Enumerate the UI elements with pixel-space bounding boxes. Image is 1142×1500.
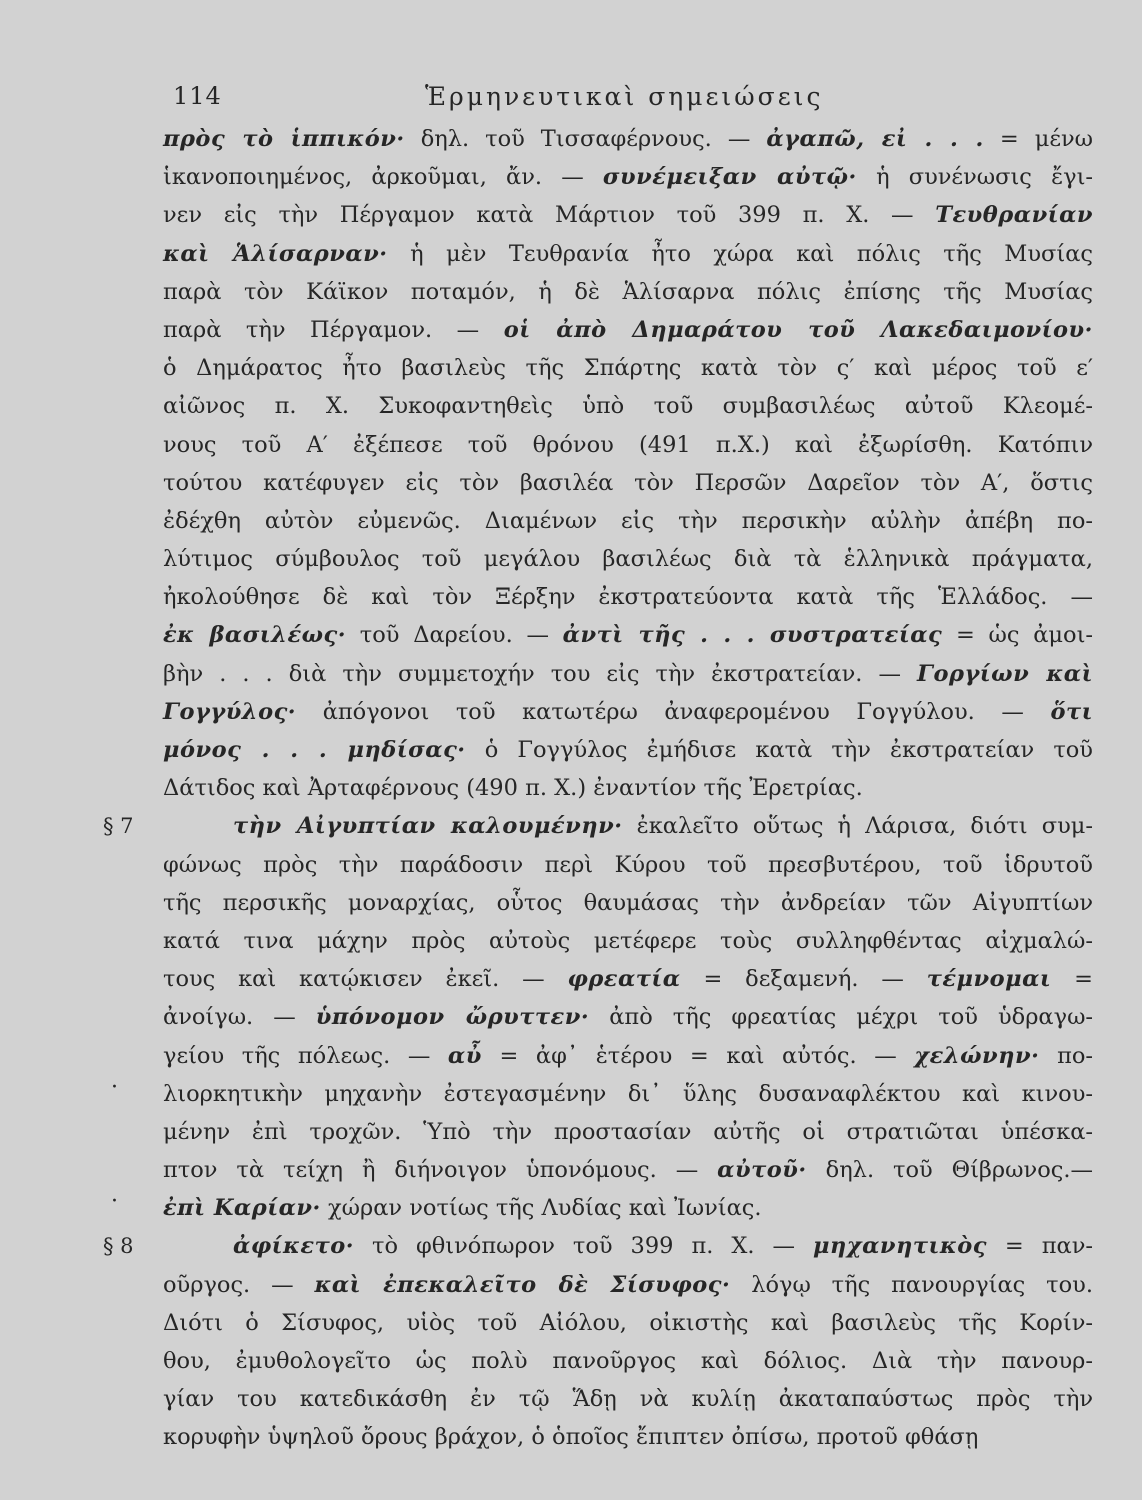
text-segment: λιορκητικὴν μηχανὴν ἐστεγασμένην δι᾽ ὕλης δυσαναφλέκτου καὶ κινου-: [163, 1080, 1093, 1107]
text-line: [163, 235, 1093, 273]
text-line: [163, 540, 1093, 578]
text-line: [163, 426, 1093, 464]
text-segment: Δάτιδος καὶ Ἀρταφέρνους (490 π. Χ.) ἐναντίον τῆς Ἐρετρίας.: [163, 775, 863, 802]
lemma: οἱ ἀπὸ Δημαράτου τοῦ Λακεδαιμονίου·: [503, 316, 1093, 343]
text-segment: ἀπόγονοι τοῦ κατωτέρω ἀναφερομένου Γογγύλου. —: [296, 698, 1051, 725]
lemma: ὅτι: [1050, 698, 1093, 725]
text-segment: = ἀφ᾽ ἑτέρου = καὶ αὐτός. —: [481, 1042, 915, 1069]
text-line: [163, 273, 1093, 311]
lemma: χελώνην·: [914, 1042, 1040, 1069]
text-segment: πτον τὰ τείχη ἢ διήνοιγον ὑπονόμους. —: [163, 1157, 718, 1184]
text-segment: = ὡς ἀμοι-: [942, 622, 1093, 649]
lemma: ἀγαπῶ, εἰ . . .: [766, 126, 984, 152]
lemma: φρεατία: [567, 966, 681, 993]
text-segment: δηλ. τοῦ Θίβρωνος.—: [806, 1157, 1093, 1184]
margin-dot: ·: [111, 1074, 118, 1100]
lemma: αὐτοῦ·: [717, 1157, 807, 1184]
page-number: 114: [173, 82, 222, 110]
text-segment: νεν εἰς τὴν Πέργαμον κατὰ Μάρτιον τοῦ 399 π. Χ. —: [163, 202, 936, 229]
text-line: [163, 998, 1093, 1036]
text-line: [163, 1380, 1093, 1418]
text-line: [163, 922, 1093, 960]
text-segment: αἰῶνος π. Χ. Συκοφαντηθεὶς ὑπὸ τοῦ συμβασιλέως αὐτοῦ Κλεομέ-: [163, 393, 1093, 420]
text-segment: ἀνοίγω. —: [163, 1004, 316, 1031]
text-segment: δηλ. τοῦ Τισσαφέρνους. —: [404, 126, 767, 152]
text-segment: ἀπὸ τῆς φρεατίας μέχρι τοῦ ὑδραγω-: [589, 1004, 1094, 1031]
text-segment: ὁ Γογγύλος ἐμήδισε κατὰ τὴν ἐκστρατείαν τοῦ: [465, 737, 1093, 763]
text-segment: νους τοῦ Α′ ἐξέπεσε τοῦ θρόνου (491 π.Χ.) καὶ ἐξωρίσθη. Κατόπιν: [163, 431, 1093, 458]
text-segment: γείου τῆς πόλεως. —: [163, 1042, 448, 1069]
lemma: μόνος . . . μηδίσας·: [163, 737, 466, 763]
text-segment: τὸ φθινόπωρον τοῦ 399 π. Χ. —: [354, 1233, 813, 1260]
text-segment: =: [1051, 966, 1094, 993]
text-segment: χώραν νοτίως τῆς Λυδίας καὶ Ἰωνίας.: [320, 1195, 762, 1222]
lemma: ἐπὶ Καρίαν·: [163, 1195, 321, 1222]
text-line: [103, 1227, 1094, 1265]
text-line: [111, 1189, 1093, 1227]
text-segment: ἠκολούθησε δὲ καὶ τὸν Ξέρξην ἐκστρατεύοντα κατὰ τῆς Ἑλλάδος. —: [163, 584, 1093, 611]
lemma: τὴν Αἰγυπτίαν καλουμένην·: [233, 813, 623, 840]
text-line: [163, 196, 1093, 234]
lemma: Γογγύλος·: [163, 698, 297, 725]
commentary-text: [103, 120, 1094, 1457]
text-segment: ἡ συνένωσις ἔγι-: [856, 164, 1094, 191]
lemma: μηχανητικὸς: [812, 1233, 987, 1260]
text-line: [163, 1266, 1093, 1304]
text-segment: θου, ἐμυθολογεῖτο ὡς πολὺ πανοῦργος καὶ δόλιος. Διὰ τὴν πανουρ-: [163, 1348, 1093, 1374]
text-segment: μένην ἐπὶ τροχῶν. Ὑπὸ τὴν προστασίαν αὐτῆς οἱ στρατιῶται ὑπέσκα-: [163, 1118, 1093, 1145]
text-segment: κορυφὴν ὑψηλοῦ ὄρους βράχον, ὁ ὁποῖος ἔπιπτεν ὀπίσω, προτοῦ φθάσῃ: [163, 1424, 979, 1451]
lemma: ἀντὶ τῆς . . . συστρατείας: [562, 622, 943, 649]
text-segment: τους καὶ κατῴκισεν ἐκεῖ. —: [163, 966, 568, 993]
text-segment: γίαν του κατεδικάσθη ἐν τῷ Ἅδῃ νὰ κυλίῃ ἀκαταπαύστως πρὸς τὴν: [163, 1386, 1093, 1413]
text-line: [163, 578, 1093, 616]
text-line: [163, 1418, 1093, 1456]
text-line: [163, 846, 1093, 884]
lemma: ἐκ βασιλέως·: [163, 622, 347, 649]
text-segment: παρὰ τὴν Πέργαμον. —: [163, 316, 504, 343]
text-line: [103, 807, 1093, 845]
text-line: [163, 616, 1093, 654]
margin-dot: ·: [111, 1189, 118, 1215]
text-segment: Διότι ὁ Σίσυφος, υἱὸς τοῦ Αἰόλου, οἰκιστὴς καὶ βασιλεὺς τῆς Κορίν-: [163, 1309, 1093, 1336]
text-line: [163, 158, 1093, 196]
text-segment: τῆς περσικῆς μοναρχίας, οὗτος θαυμάσας τὴν ἀνδρείαν τῶν Αἰγυπτίων: [163, 889, 1093, 916]
text-segment: = παν-: [986, 1233, 1094, 1260]
text-segment: παρὰ τὸν Κάϊκον ποταμόν, ἡ δὲ Ἁλίσαρνα πόλις ἐπίσης τῆς Μυσίας: [163, 278, 1093, 305]
running-title: Ἑρμηνευτικαὶ σημειώσεις: [425, 82, 824, 111]
lemma: αὖ: [447, 1042, 482, 1069]
lemma: συνέμειξαν αὐτῷ·: [602, 164, 857, 191]
text-line: [163, 502, 1093, 540]
section-marker: § 8: [103, 1234, 134, 1259]
text-line: [163, 464, 1093, 502]
text-segment: λύτιμος σύμβουλος τοῦ μεγάλου βασιλέως διὰ τὰ ἑλληνικὰ πράγματα,: [163, 546, 1093, 573]
text-segment: ἐκαλεῖτο οὕτως ἡ Λάρισα, διότι συμ-: [622, 813, 1093, 840]
text-line: [163, 387, 1093, 425]
text-line: [163, 655, 1093, 693]
text-segment: τούτου κατέφυγεν εἰς τὸν βασιλέα τὸν Περσῶν Δαρεῖον τὸν Α′, ὅστις: [163, 469, 1093, 496]
text-line: [163, 349, 1093, 387]
text-segment: οῦργος. —: [163, 1271, 315, 1298]
text-line: [163, 1113, 1093, 1151]
text-segment: φώνως πρὸς τὴν παράδοσιν περὶ Κύρου τοῦ πρεσβυτέρου, τοῦ ἱδρυτοῦ: [163, 851, 1093, 878]
lemma: καὶ Ἁλίσαρναν·: [163, 240, 388, 267]
text-segment: ὁ Δημάρατος ἦτο βασιλεὺς τῆς Σπάρτης κατὰ τὸν ς′ καὶ μέρος τοῦ ε′: [163, 355, 1093, 382]
lemma: ὑπόνομον ὤρυττεν·: [315, 1004, 590, 1031]
text-segment: βὴν . . . διὰ τὴν συμμετοχήν του εἰς τὴν ἐκστρατείαν. —: [163, 660, 917, 687]
text-line: [163, 884, 1093, 922]
lemma: καὶ ἐπεκαλεῖτο δὲ Σίσυφος·: [314, 1271, 731, 1298]
text-line: [163, 1151, 1093, 1189]
lemma: τέμνομαι: [926, 966, 1052, 993]
text-line: [163, 1304, 1093, 1342]
text-segment: ἱκανοποιημένος, ἀρκοῦμαι, ἄν. —: [163, 164, 603, 191]
page-header: [163, 76, 1093, 120]
text-line: [163, 960, 1093, 998]
text-segment: τοῦ Δαρείου. —: [346, 622, 563, 649]
lemma: Γοργίων καὶ: [917, 660, 1093, 687]
text-line: [163, 120, 1093, 158]
text-line: [163, 769, 1093, 807]
text-segment: ἐδέχθη αὐτὸν εὐμενῶς. Διαμένων εἰς τὴν περσικὴν αὐλὴν ἀπέβη πο-: [163, 507, 1093, 534]
text-segment: = δεξαμενή. —: [680, 966, 927, 993]
lemma: Τευθρανίαν: [935, 202, 1093, 229]
text-line: [163, 311, 1093, 349]
text-line: [111, 1074, 1093, 1113]
text-line: [163, 731, 1093, 769]
section-marker: § 7: [103, 814, 134, 839]
text-segment: κατά τινα μάχην πρὸς αὐτοὺς μετέφερε τοὺς συλληφθέντας αἰχμαλώ-: [163, 927, 1093, 954]
text-line: [163, 1037, 1093, 1075]
text-segment: ἡ μὲν Τευθρανία ἦτο χώρα καὶ πόλις τῆς Μυσίας: [387, 240, 1093, 267]
text-line: [163, 693, 1093, 731]
text-segment: πο-: [1039, 1042, 1094, 1069]
lemma: ἀφίκετο·: [233, 1233, 355, 1260]
text-segment: = μένω: [983, 126, 1094, 152]
text-line: [163, 1342, 1093, 1380]
lemma: πρὸς τὸ ἱππικόν·: [163, 126, 405, 152]
text-segment: λόγῳ τῆς πανουργίας του.: [730, 1271, 1093, 1298]
